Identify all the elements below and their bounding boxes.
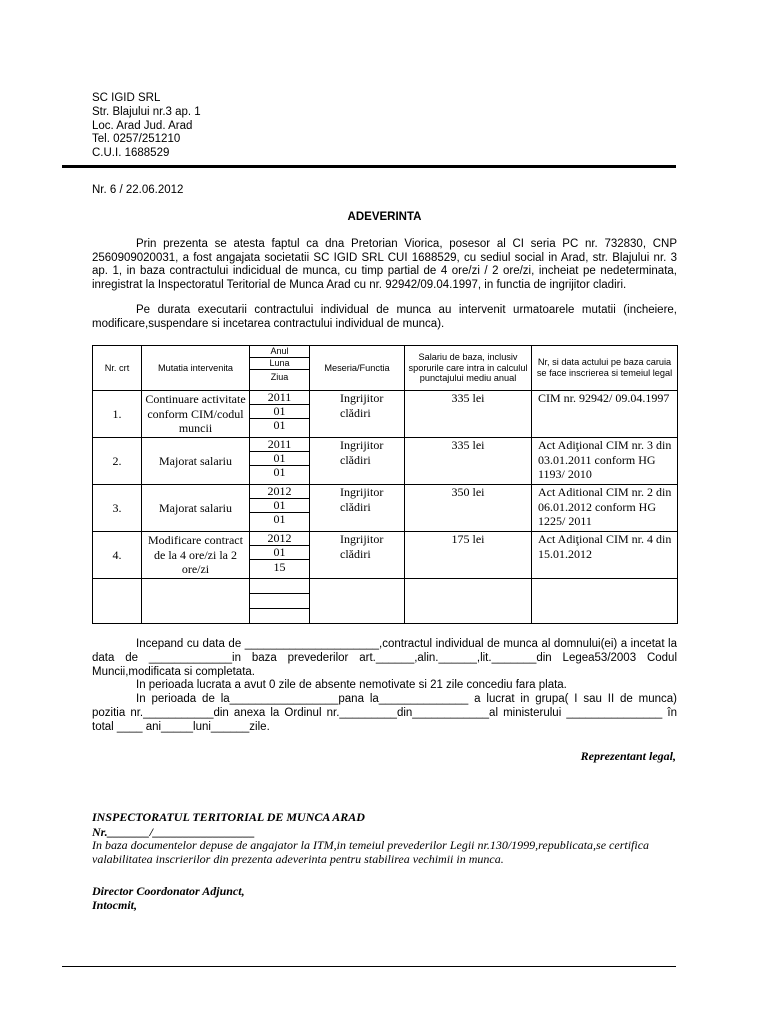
legal-representative-label: Reprezentant legal, — [580, 749, 676, 763]
row-date — [250, 438, 310, 485]
row-ziua: 01 — [273, 512, 286, 526]
row-anul: 2011 — [250, 438, 309, 452]
header-luna: Luna — [250, 358, 309, 370]
row-meseria: Ingrijitor clădiri — [310, 438, 405, 485]
company-name: SC IGID SRL — [92, 92, 161, 104]
row-luna: 01 — [250, 452, 309, 466]
row-mutatia: Continuare activitate conform CIM/codul muncii — [142, 391, 250, 438]
intocmit-label: Intocmit, — [92, 898, 138, 912]
absences-paragraph: In perioada lucrata a avut 0 zile de absente nemotivate si 21 zile concediu fara plata. — [136, 679, 567, 691]
footer-divider — [62, 966, 676, 967]
company-phone: Tel. 0257/251210 — [92, 133, 181, 145]
row-date — [250, 532, 310, 579]
company-street: Str. Blajului nr.3 ap. 1 — [92, 106, 201, 118]
empty-cell — [405, 579, 532, 624]
row-nr: 3. — [93, 485, 142, 532]
row-mutatia: Majorat salariu — [142, 438, 250, 485]
table-row-empty — [93, 579, 678, 624]
itm-text: In baza documentelor depuse de angajator la ITM,in temeiul prevederilor Legii nr.130/1999,republicata,se certifica valabilitatea inscrierilor din prezenta adeverinta pentru stabilirea vechimii in munca. — [92, 838, 650, 866]
header-meseria: Meseria/Functia — [310, 346, 405, 391]
row-ziua: 01 — [273, 465, 286, 479]
header-date — [250, 346, 310, 391]
company-locality: Loc. Arad Jud. Arad — [92, 120, 193, 132]
mutations-table — [92, 345, 678, 624]
row-mutatia: Modificare contract de la 4 ore/zi la 2 ore/zi — [142, 532, 250, 579]
header-act: Nr, si data actului pe baza caruia se face inscrierea si temeiul legal — [532, 346, 678, 391]
row-nr: 4. — [93, 532, 142, 579]
row-anul: 2011 — [250, 391, 309, 405]
empty-sub — [250, 594, 309, 609]
table-header-row — [93, 346, 678, 391]
empty-sub — [250, 609, 309, 623]
row-salariu: 350 lei — [405, 485, 532, 532]
mutations-paragraph: Pe durata executarii contractului individual de munca au intervenit urmatoarele mutatii (incheiere, modificare,suspendare si incetarea contractului individual de munca). — [92, 304, 677, 330]
row-nr: 1. — [93, 391, 142, 438]
empty-cell — [310, 579, 405, 624]
row-anul: 2012 — [250, 532, 309, 546]
row-ziua: 01 — [273, 418, 286, 432]
row-luna: 01 — [250, 405, 309, 419]
row-act: Act Adiţional CIM nr. 4 din 15.01.2012 — [532, 532, 678, 579]
termination-paragraph: Incepand cu data de _____________________,contractul individual de munca al domnului(ei) a incetat la data de _____________in baza prevederilor art.______,alin.______,lit._______din Legea53/2003 Codul Muncii,modificata si completata. — [92, 638, 677, 678]
document-title: ADEVERINTA — [347, 211, 422, 223]
row-mutatia: Majorat salariu — [142, 485, 250, 532]
row-ziua: 15 — [273, 560, 286, 574]
row-act: Act Aditional CIM nr. 2 din 06.01.2012 conform HG 1225/ 2011 — [532, 485, 678, 532]
director-label: Director Coordonator Adjunct, — [92, 884, 245, 898]
empty-cell — [142, 579, 250, 624]
table-row — [93, 532, 678, 579]
row-luna: 01 — [250, 499, 309, 513]
table-row — [93, 391, 678, 438]
row-date — [250, 485, 310, 532]
document-number: Nr. 6 / 22.06.2012 — [92, 184, 184, 196]
empty-cell — [93, 579, 142, 624]
row-meseria: Ingrijitor clădiri — [310, 485, 405, 532]
header-divider — [62, 165, 676, 168]
table-row — [93, 485, 678, 532]
company-cui: C.U.I. 1688529 — [92, 147, 170, 159]
row-anul: 2012 — [250, 485, 309, 499]
row-salariu: 335 lei — [405, 438, 532, 485]
itm-nr-line: Nr._______/_________________ — [92, 825, 256, 839]
header-ziua: Ziua — [270, 372, 289, 382]
row-salariu: 175 lei — [405, 532, 532, 579]
work-group-paragraph: In perioada de la_________________pana la______________ a lucrat in grupa( I sau II de munca) pozitia nr.___________din anexa la Ordinul nr._________din____________al ministerului _______________ în total ____ ani_____luni______zile. — [92, 693, 677, 733]
empty-date — [250, 579, 310, 624]
row-date — [250, 391, 310, 438]
header-anul: Anul — [250, 346, 309, 358]
header-nr: Nr. crt — [93, 346, 142, 391]
itm-title: INSPECTORATUL TERITORIAL DE MUNCA ARAD — [92, 810, 365, 824]
row-act: Act Adiţional CIM nr. 3 din 03.01.2011 conform HG 1193/ 2010 — [532, 438, 678, 485]
header-salariu: Salariu de baza, inclusiv sporurile care intra in calculul punctajului mediu anual — [405, 346, 532, 391]
row-salariu: 335 lei — [405, 391, 532, 438]
row-luna: 01 — [250, 546, 309, 560]
row-act: CIM nr. 92942/ 09.04.1997 — [532, 391, 678, 438]
intro-paragraph: Prin prezenta se atesta faptul ca dna Pretorian Viorica, posesor al CI seria PC nr. 732830, CNP 2560909020031, a fost angajata societatii SC IGID SRL CUI 1688529, cu sediul social in Arad, str. Blajului nr. 3 ap. 1, in baza contractului indicidual de munca, cu timp partial de 4 ore/zi / 2 ore/zi, incheiat pe nedeterminata, inregistrat la Inspectoratul Teritorial de Munca Arad cu nr. 92942/09.04.1997, in functia de ingrijitor cladiri. — [92, 238, 677, 291]
empty-sub — [250, 579, 309, 594]
header-mutatia: Mutatia intervenita — [142, 346, 250, 391]
row-meseria: Ingrijitor clădiri — [310, 391, 405, 438]
empty-cell — [532, 579, 678, 624]
row-nr: 2. — [93, 438, 142, 485]
table-row — [93, 438, 678, 485]
row-meseria: Ingrijitor clădiri — [310, 532, 405, 579]
